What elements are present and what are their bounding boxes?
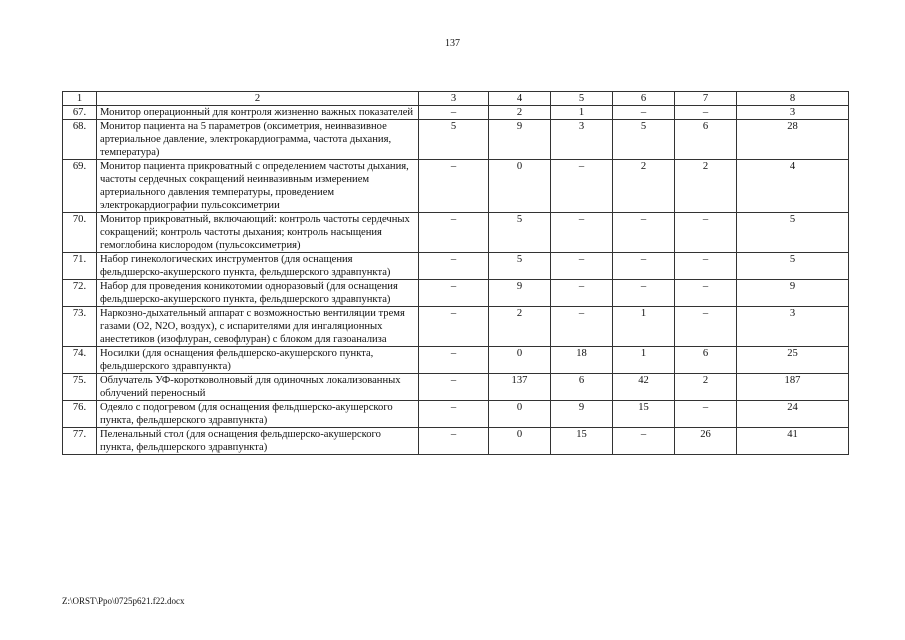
value-cell: 0 [489, 347, 551, 374]
item-name: Монитор прикроватный, включающий: контроль частоты сердечных сокращений; контроль частоты дыхания; контроль насыщения гемоглобина кислородом (пульсоксиметрия) [97, 213, 419, 253]
value-cell: 2 [489, 106, 551, 120]
value-cell: 5 [489, 213, 551, 253]
header-cell: 4 [489, 92, 551, 106]
row-number: 74. [63, 347, 97, 374]
value-cell: 2 [675, 374, 737, 401]
value-cell: – [419, 106, 489, 120]
total-cell: 5 [737, 213, 849, 253]
value-cell: – [675, 253, 737, 280]
value-cell: 15 [613, 401, 675, 428]
value-cell: 9 [489, 120, 551, 160]
value-cell: – [675, 280, 737, 307]
value-cell: 18 [551, 347, 613, 374]
value-cell: – [551, 160, 613, 213]
row-number: 70. [63, 213, 97, 253]
total-cell: 25 [737, 347, 849, 374]
value-cell: – [419, 160, 489, 213]
value-cell: 42 [613, 374, 675, 401]
row-number: 75. [63, 374, 97, 401]
value-cell: 0 [489, 428, 551, 455]
total-cell: 4 [737, 160, 849, 213]
table-row [63, 160, 849, 213]
value-cell: 3 [551, 120, 613, 160]
table-row [63, 401, 849, 428]
header-cell: 7 [675, 92, 737, 106]
value-cell: – [419, 374, 489, 401]
header-cell: 6 [613, 92, 675, 106]
row-number: 67. [63, 106, 97, 120]
footer-file-path: Z:\ORST\Ppo\0725p621.f22.docx [62, 596, 185, 606]
item-name: Носилки (для оснащения фельдшерско-акушерского пункта, фельдшерского здравпункта) [97, 347, 419, 374]
item-name: Облучатель УФ-коротковолновый для одиночных локализованных облучений переносный [97, 374, 419, 401]
total-cell: 9 [737, 280, 849, 307]
value-cell: 1 [613, 347, 675, 374]
item-name: Набор для проведения коникотомии одноразовый (для оснащения фельдшерско-акушерского пункта, фельдшерского здравпункта) [97, 280, 419, 307]
value-cell: – [675, 213, 737, 253]
value-cell: 137 [489, 374, 551, 401]
table-row [63, 307, 849, 347]
value-cell: – [551, 307, 613, 347]
value-cell: – [419, 213, 489, 253]
value-cell: 9 [489, 280, 551, 307]
table-row [63, 213, 849, 253]
header-cell: 2 [97, 92, 419, 106]
value-cell: 0 [489, 160, 551, 213]
value-cell: – [613, 106, 675, 120]
table-header-row [63, 92, 849, 106]
equipment-table [62, 91, 849, 455]
row-number: 71. [63, 253, 97, 280]
table-row [63, 428, 849, 455]
value-cell: – [675, 106, 737, 120]
row-number: 69. [63, 160, 97, 213]
value-cell: 6 [551, 374, 613, 401]
value-cell: 1 [613, 307, 675, 347]
value-cell: 2 [489, 307, 551, 347]
header-cell: 5 [551, 92, 613, 106]
header-cell: 3 [419, 92, 489, 106]
value-cell: 5 [419, 120, 489, 160]
table-row [63, 106, 849, 120]
total-cell: 3 [737, 307, 849, 347]
value-cell: – [675, 401, 737, 428]
item-name: Монитор операционный для контроля жизненно важных показателей [97, 106, 419, 120]
row-number: 76. [63, 401, 97, 428]
value-cell: – [419, 307, 489, 347]
table-row [63, 347, 849, 374]
page-number: 137 [445, 38, 460, 49]
item-name: Набор гинекологических инструментов (для оснащения фельдшерско-акушерского пункта, фельдшерского здравпункта) [97, 253, 419, 280]
value-cell: – [419, 253, 489, 280]
row-number: 68. [63, 120, 97, 160]
value-cell: – [613, 213, 675, 253]
value-cell: – [613, 253, 675, 280]
value-cell: 1 [551, 106, 613, 120]
value-cell: – [419, 428, 489, 455]
total-cell: 187 [737, 374, 849, 401]
table-row [63, 280, 849, 307]
total-cell: 41 [737, 428, 849, 455]
total-cell: 24 [737, 401, 849, 428]
row-number: 73. [63, 307, 97, 347]
value-cell: – [675, 307, 737, 347]
value-cell: – [613, 428, 675, 455]
value-cell: 5 [613, 120, 675, 160]
value-cell: – [419, 401, 489, 428]
item-name: Монитор пациента на 5 параметров (оксиметрия, неинвазивное артериальное давление, электрокардиограмма, частота дыхания, температура) [97, 120, 419, 160]
item-name: Монитор пациента прикроватный с определением частоты дыхания, частоты сердечных сокращений неинвазивным измерением артериального давления температуры, проведением электрокардиографии пульсоксиметрии [97, 160, 419, 213]
value-cell: 5 [489, 253, 551, 280]
value-cell: 9 [551, 401, 613, 428]
value-cell: 2 [675, 160, 737, 213]
value-cell: – [419, 347, 489, 374]
item-name: Наркозно-дыхательный аппарат с возможностью вентиляции тремя газами (O2, N2O, воздух), с испарителями для ингаляционных анестетиков (изофлуран, севофлуран) с блоком для газоанализа [97, 307, 419, 347]
value-cell: – [551, 213, 613, 253]
value-cell: 6 [675, 120, 737, 160]
item-name: Одеяло с подогревом (для оснащения фельдшерско-акушерского пункта, фельдшерского здравпункта) [97, 401, 419, 428]
table-row [63, 253, 849, 280]
table-row [63, 120, 849, 160]
table-row [63, 374, 849, 401]
total-cell: 3 [737, 106, 849, 120]
total-cell: 28 [737, 120, 849, 160]
value-cell: 0 [489, 401, 551, 428]
row-number: 72. [63, 280, 97, 307]
value-cell: 26 [675, 428, 737, 455]
row-number: 77. [63, 428, 97, 455]
value-cell: – [551, 253, 613, 280]
value-cell: – [613, 280, 675, 307]
header-cell: 8 [737, 92, 849, 106]
value-cell: 15 [551, 428, 613, 455]
value-cell: – [419, 280, 489, 307]
item-name: Пеленальный стол (для оснащения фельдшерско-акушерского пункта, фельдшерского здравпункта) [97, 428, 419, 455]
total-cell: 5 [737, 253, 849, 280]
value-cell: 6 [675, 347, 737, 374]
value-cell: 2 [613, 160, 675, 213]
header-cell: 1 [63, 92, 97, 106]
value-cell: – [551, 280, 613, 307]
